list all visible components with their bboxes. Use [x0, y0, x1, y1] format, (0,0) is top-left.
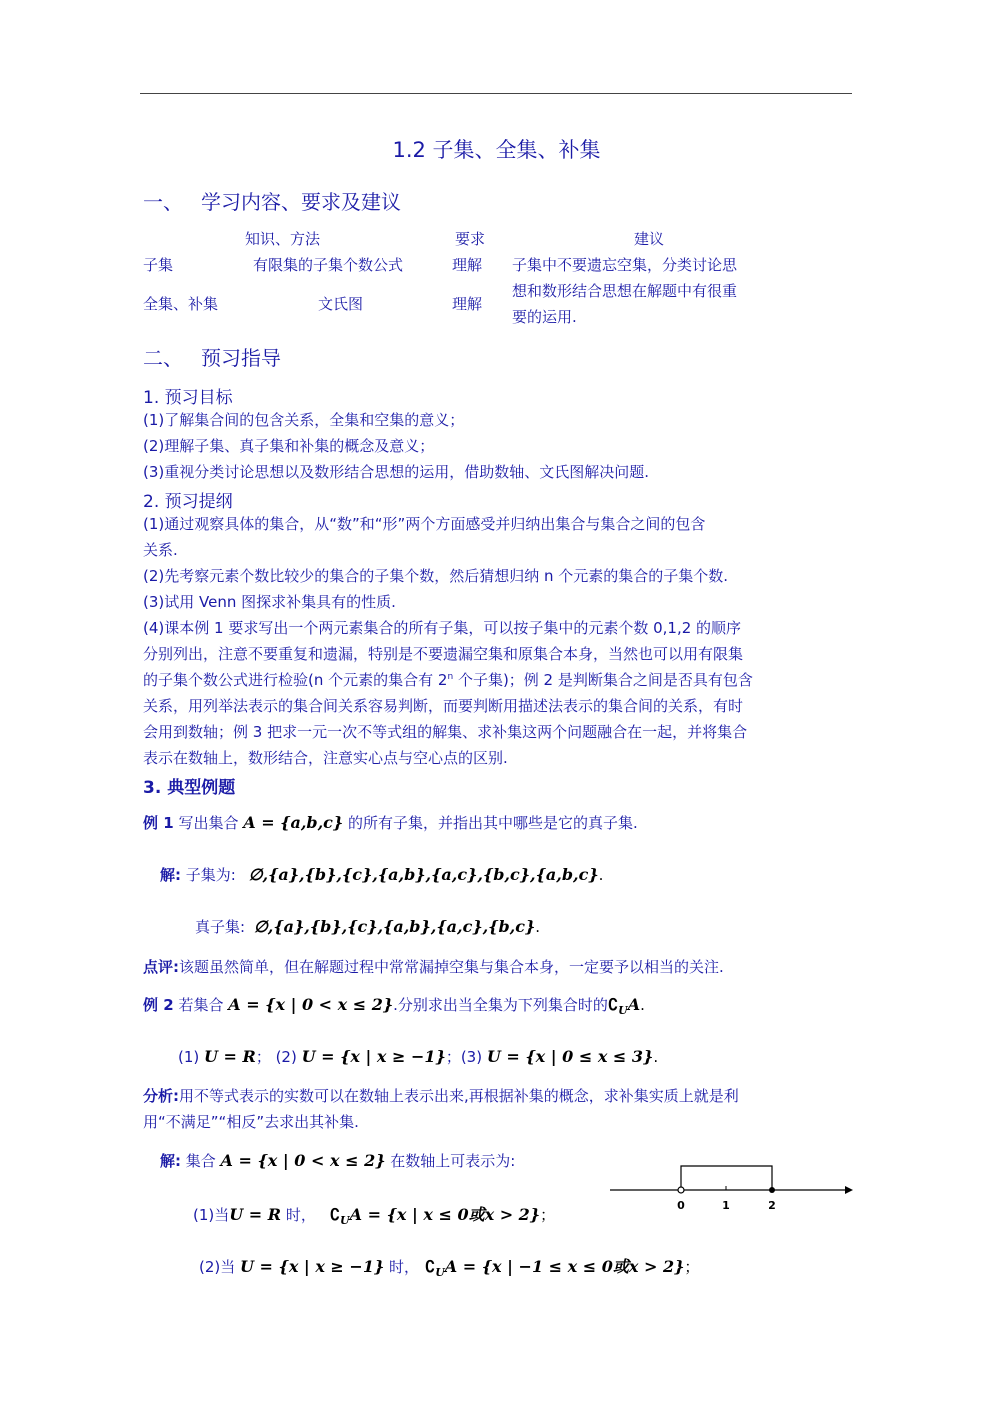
section2-number: 二、 — [143, 346, 183, 370]
ex2-c1-u: U = R — [229, 1205, 282, 1224]
ex2-sol-set: A = {x | 0 < x ≤ 2} — [220, 1151, 386, 1170]
table-header-suggestion: 建议 — [634, 230, 665, 248]
ex2-sol-label: 解: — [160, 1152, 181, 1170]
ex1-question — [143, 812, 638, 833]
ex1-comment — [143, 956, 724, 977]
table-row2-method: 文氏图 — [318, 295, 364, 313]
ex2-label: 例 2 — [143, 996, 174, 1014]
s2-line-4: (3)试用 Venn 图探求补集具有的性质. — [143, 593, 396, 611]
section1-heading — [143, 186, 401, 215]
ex2-c2-u: U = {x | x ≥ −1} — [240, 1257, 385, 1276]
ex2-comp-set: A — [627, 995, 641, 1014]
ex1-text-b: 的所有子集，并指出其中哪些是它的真子集. — [343, 814, 638, 832]
ex1-sub-label: 子集为: — [181, 866, 241, 884]
ex2-case1: U = R — [204, 1047, 256, 1066]
ex2-c1-comp: ∁ — [329, 1205, 341, 1224]
ex1-label: 例 1 — [143, 814, 174, 832]
table-header-method: 知识、方法 — [245, 230, 321, 248]
ex2-text-b: .分别求出当全集为下列集合时的 — [393, 996, 608, 1014]
tick-label-2: 2 — [768, 1199, 776, 1212]
table-row1-method: 有限集的子集个数公式 — [253, 256, 404, 274]
ex1-text-a: 写出集合 — [173, 814, 244, 832]
s1-item-1: (1)了解集合间的包含关系，全集和空集的意义； — [143, 411, 465, 429]
ex1-set: A = {a,b,c} — [243, 813, 344, 832]
ex1-comment-label: 点评: — [143, 958, 179, 976]
s1-item-2: (2)理解子集、真子集和补集的概念及意义； — [143, 437, 435, 455]
s2-line-3: (2)先考察元素个数比较少的集合的子集个数，然后猜想归纳 n 个元素的集合的子集个数. — [143, 567, 729, 585]
ex2-c1-a: (1)当 — [193, 1206, 230, 1224]
ex2-comp-sub: U — [618, 1004, 628, 1017]
arrow-right-icon — [845, 1186, 853, 1194]
ex2-analysis-label: 分析: — [143, 1087, 179, 1105]
ex2-text-a: 若集合 — [173, 996, 229, 1014]
ex2-sol-text-b: 在数轴上可表示为: — [385, 1152, 516, 1170]
s2-line-9: 会用到数轴；例 3 把求一元一次不等式组的解集、求补集这两个问题融合在一起，并将集合 — [143, 723, 748, 741]
ex2-set: A = {x | 0 < x ≤ 2} — [228, 995, 394, 1014]
s1-heading: 1. 预习目标 — [143, 388, 233, 408]
ex2-solution — [160, 1150, 515, 1171]
ex2-case2-solution — [199, 1254, 699, 1279]
table-suggestion-line2: 想和数形结合思想在解题中有很重 — [512, 282, 738, 300]
ex2-cases-end: . — [653, 1048, 659, 1066]
ex2-case1-solution — [193, 1202, 555, 1227]
ex1-sol-label: 解: — [160, 866, 181, 884]
section1-title: 学习内容、要求及建议 — [201, 190, 401, 214]
ex2-case2: U = {x | x ≥ −1} — [301, 1047, 446, 1066]
table-row1-topic: 子集 — [143, 256, 174, 274]
ex2-c1-result: A = {x | x ≤ 0或x > 2} — [349, 1205, 541, 1224]
ex1-period-1: . — [598, 866, 604, 884]
ex1-proper — [195, 916, 540, 937]
s1-item-3: (3)重视分类讨论思想以及数形结合思想的运用，借助数轴、文氏图解决问题. — [143, 463, 650, 481]
open-point-0 — [678, 1187, 684, 1193]
ex1-solution — [160, 864, 603, 885]
section2-title: 预习指导 — [201, 346, 281, 370]
ex1-proper-label: 真子集: — [195, 918, 250, 936]
ex2-cases — [178, 1046, 658, 1067]
s2-line-7-sup: n — [447, 672, 454, 682]
tick-label-1: 1 — [722, 1199, 730, 1212]
ex2-c2-comp-sub: U — [435, 1266, 445, 1279]
ex2-question — [143, 994, 645, 1017]
s3-heading: 3. 典型例题 — [143, 778, 236, 798]
ex2-c2-end: ； — [684, 1258, 700, 1276]
ex2-case1-label: (1) — [178, 1048, 205, 1066]
ex2-analysis-2: 用“不满足”“相反”去求出其补集. — [143, 1113, 359, 1131]
page-title: 1.2 子集、全集、补集 — [392, 138, 601, 162]
ex1-proper-subsets: ∅,{a},{b},{c},{a,b},{a,c},{b,c} — [253, 917, 536, 936]
ex2-comp-symbol: ∁ — [607, 995, 619, 1014]
s2-line-7 — [143, 669, 753, 690]
table-suggestion-line1: 子集中不要遗忘空集，分类讨论思 — [512, 256, 738, 274]
ex2-c1-comp-sub: U — [340, 1214, 350, 1227]
s2-line-8: 关系，用列举法表示的集合间关系容易判断，而要判断用描述法表示的集合间的关系，有时 — [143, 697, 744, 715]
ex1-subsets: ∅,{a},{b},{c},{a,b},{a,c},{b,c},{a,b,c} — [248, 865, 599, 884]
ex2-case3: U = {x | 0 ≤ x ≤ 3} — [486, 1047, 654, 1066]
ex2-period: . — [640, 996, 645, 1014]
ex2-analysis-1 — [143, 1085, 739, 1106]
ex2-c2-comp: ∁ — [425, 1257, 436, 1276]
table-row1-req: 理解 — [452, 256, 483, 274]
ex2-c1-b: 时， — [281, 1206, 316, 1224]
table-suggestion-line3: 要的运用. — [512, 308, 577, 326]
number-line-figure — [605, 1158, 855, 1218]
table-row2-topic: 全集、补集 — [143, 295, 219, 313]
ex2-analysis-text-1: 用不等式表示的实数可以在数轴上表示出来,再根据补集的概念，求补集实质上就是利 — [179, 1087, 739, 1105]
ex2-c2-b: 时， — [384, 1258, 420, 1276]
ex2-sol-text-a: 集合 — [181, 1152, 221, 1170]
ex2-case2-label: ； (2) — [255, 1048, 302, 1066]
s2-line-7b: 个子集)；例 2 是判断集合之间是否具有包含 — [453, 671, 753, 689]
table-header-req: 要求 — [455, 230, 486, 248]
ex2-c1-end: ； — [540, 1206, 556, 1224]
s2-heading: 2. 预习提纲 — [143, 492, 233, 512]
header-rule — [140, 93, 852, 94]
s2-line-5: (4)课本例 1 要求写出一个两元素集合的所有子集，可以按子集中的元素个数 0,1,2 的顺序 — [143, 619, 742, 637]
s2-line-6: 分别列出，注意不要重复和遗漏，特别是不要遗漏空集和原集合本身，当然也可以用有限集 — [143, 645, 744, 663]
ex2-c2-a: (2)当 — [199, 1258, 241, 1276]
ex1-period-2: . — [535, 918, 541, 936]
ex2-c2-result: A = {x | −1 ≤ x ≤ 0或x > 2} — [444, 1257, 685, 1276]
s2-line-7a: 的子集个数公式进行检验(n 个元素的集合有 2 — [143, 671, 448, 689]
tick-label-0: 0 — [677, 1199, 685, 1212]
s2-line-1: (1)通过观察具体的集合，从“数”和“形”两个方面感受并归纳出集合与集合之间的包含 — [143, 515, 706, 533]
s2-line-2: 关系. — [143, 541, 178, 559]
section1-number: 一、 — [143, 190, 183, 214]
section2-heading — [143, 342, 281, 371]
closed-point-2 — [769, 1187, 775, 1193]
table-row2-req: 理解 — [452, 295, 483, 313]
s2-line-10: 表示在数轴上，数形结合，注意实心点与空心点的区别. — [143, 749, 508, 767]
ex2-case3-label: ；(3) — [445, 1048, 487, 1066]
ex1-comment-text: 该题虽然简单，但在解题过程中常常漏掉空集与集合本身，一定要予以相当的关注. — [179, 958, 724, 976]
